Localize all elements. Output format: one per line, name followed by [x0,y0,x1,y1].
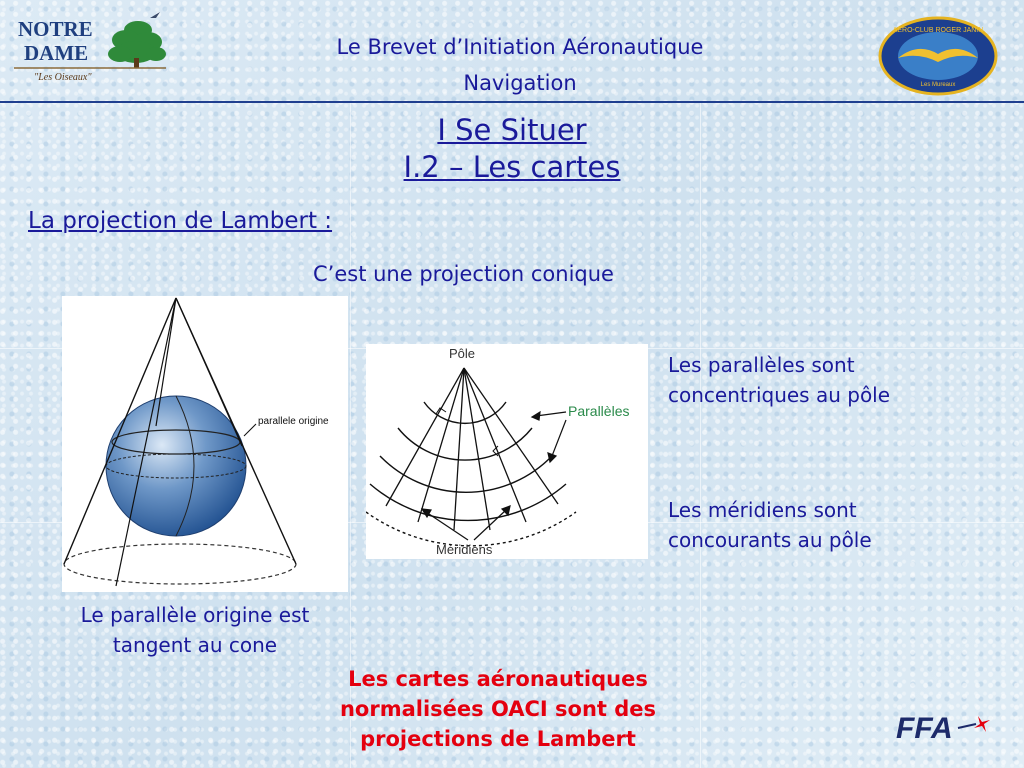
aero-club-logo-graphic [878,16,998,96]
header-rule [0,101,1024,103]
lambert-map-figure [366,344,648,559]
parallele-origine-label: parallele origine [258,416,329,427]
ffa-logo [892,702,996,748]
logo-text-dame: DAME [24,41,89,65]
logo-caption: "Les Oiseaux" [34,72,92,83]
parallels-label: Parallèles [568,403,630,419]
parallels-description [668,350,890,410]
aero-club-text: AÉRO-CLUB ROGER JANIN [892,27,984,34]
aero-club-logo [878,16,998,96]
meridians-label: Méridiens [436,542,493,557]
chapter-heading [300,112,724,186]
parallels-description-line1: Les parallèles sont [668,353,855,377]
parallels-description-line2: concentriques au pôle [668,383,891,407]
tangent-description-line2: tangent au cone [112,633,278,657]
header-title: Le Brevet d’Initiation Aéronautique [336,35,704,59]
meridians-description [668,495,872,555]
conclusion-line1: Les cartes aéronautiques [348,667,648,691]
logo-text-notre: NOTRE [18,17,93,41]
ffa-logo-text: FFA [896,712,953,745]
header-subtitle: Navigation [463,71,577,95]
pole-label: Pôle [449,346,476,361]
notre-dame-logo [10,8,170,88]
conclusion-line3: projections de Lambert [360,727,636,751]
cone-figure-graphic [62,296,348,592]
meridians-description-line2: concourants au pôle [668,528,872,552]
section-title: La projection de Lambert : [28,208,333,234]
aero-club-subtext: Les Mureaux [920,82,956,88]
cone-projection-figure [62,296,348,592]
ffa-logo-graphic [892,702,996,748]
meridians-description-line1: Les méridiens sont [668,498,857,522]
chapter-title: I Se Situer [437,113,587,147]
notre-dame-logo-graphic [10,8,170,88]
subchapter-title: I.2 – Les cartes [403,150,621,184]
conclusion-line2: normalisées OACI sont des [339,697,657,721]
tangent-description-line1: Le parallèle origine est [80,603,310,627]
conclusion-text [280,664,716,754]
tangent-description [40,600,350,660]
map-figure-graphic [366,344,648,559]
intro-text: C’est une projection conique [313,262,614,286]
